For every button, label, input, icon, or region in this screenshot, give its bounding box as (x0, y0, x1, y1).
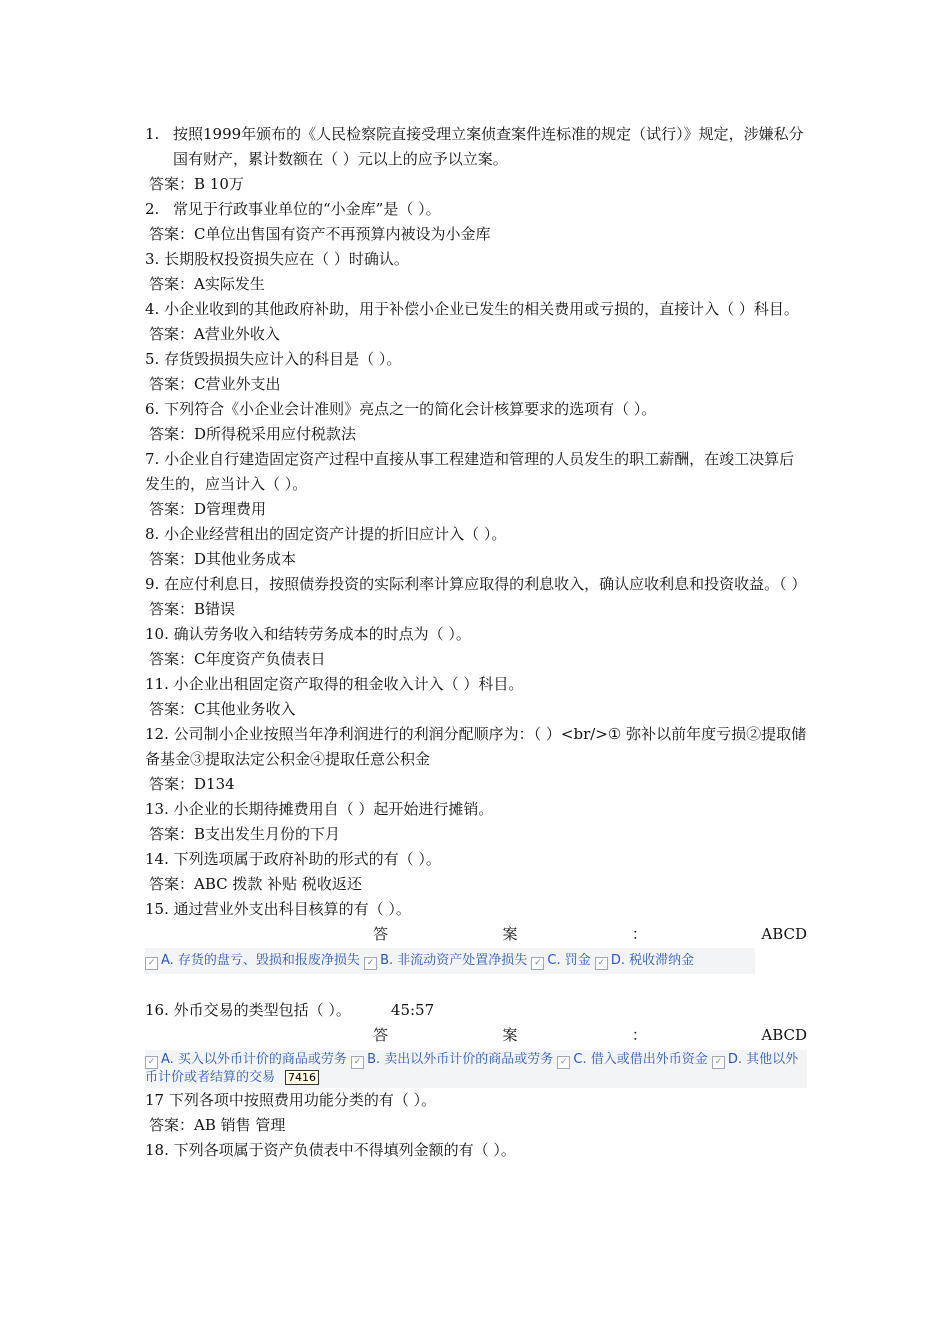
answer-15-colon: ： (631, 925, 647, 943)
question-7: 7. 小企业自行建造固定资产过程中直接从事工程建造和管理的人员发生的职工薪酬，在竣工决算后发生的，应当计入（ ）。 (145, 450, 795, 493)
answer-2: 答案：C单位出售国有资产不再预算内被设为小金库 (149, 225, 491, 243)
answer-8: 答案：D其他业务成本 (149, 550, 297, 568)
answer-10: 答案：C年度资产负债表日 (149, 650, 326, 668)
checkbox-a-icon[interactable]: ✓ (145, 957, 158, 970)
answer-16-value: ABCD (761, 1026, 807, 1044)
option-c: C. 罚金 (547, 953, 591, 968)
question-13: 13. 小企业的长期待摊费用自（ ）起开始进行摊销。 (145, 800, 494, 818)
answer-3: 答案：A实际发生 (149, 275, 265, 293)
option-a: A. 买入以外币计价的商品或劳务 (161, 1052, 347, 1067)
answer-16-label-1: 答 (373, 1026, 389, 1044)
answer-4: 答案：A营业外收入 (149, 325, 280, 343)
question-2-number: 2. (145, 200, 160, 218)
question-16-time: 45:57 (390, 1001, 435, 1019)
question-14: 14. 下列选项属于政府补助的形式的有（ ）。 (145, 850, 441, 868)
question-15: 15. 通过营业外支出科目核算的有（ ）。 (145, 900, 411, 918)
answer-15-value: ABCD (761, 925, 807, 943)
answer-17: 答案：AB 销售 管理 (149, 1116, 286, 1134)
spacer (145, 974, 807, 998)
question-8: 8. 小企业经营租出的固定资产计提的折旧应计入（ ）。 (145, 525, 507, 543)
answer-6: 答案：D所得税采用应付税款法 (149, 425, 357, 443)
answer-14: 答案：ABC 拨款 补贴 税收返还 (149, 875, 362, 893)
question-6: 6. 下列符合《小企业会计准则》亮点之一的简化会计核算要求的选项有（ ）。 (145, 400, 657, 418)
question-5: 5. 存货毁损损失应计入的科目是（ ）。 (145, 350, 402, 368)
question-2 (145, 197, 807, 222)
answer-5: 答案：C营业外支出 (149, 375, 281, 393)
question-1 (145, 122, 807, 172)
checkbox-b-icon[interactable]: ✓ (364, 957, 377, 970)
option-a: A. 存货的盘亏、毁损和报废净损失 (161, 953, 360, 968)
checkbox-d-icon[interactable]: ✓ (712, 1056, 725, 1069)
question-15-options-screenshot (145, 948, 755, 974)
checkbox-c-icon[interactable]: ✓ (557, 1056, 570, 1069)
option-b: B. 卖出以外币计价的商品或劳务 (367, 1052, 554, 1067)
answer-15 (145, 922, 807, 947)
answer-13: 答案：B支出发生月份的下月 (149, 825, 341, 843)
answer-9: 答案：B错误 (149, 600, 236, 618)
question-2-text: 常见于行政事业单位的“小金库”是（ ）。 (173, 200, 441, 218)
question-12: 12. 公司制小企业按照当年净利润进行的利润分配顺序为：（ ）<br/>① 弥补以前年度亏损②提取储备基金③提取法定公积金④提取任意公积金 (145, 725, 807, 768)
question-4: 4. 小企业收到的其他政府补助，用于补偿小企业已发生的相关费用或亏损的，直接计入（ ）科目。 (145, 300, 799, 318)
question-16 (145, 998, 807, 1023)
option-b: B. 非流动资产处置净损失 (380, 953, 528, 968)
question-9: 9. 在应付利息日，按照债券投资的实际利率计算应取得的利息收入，确认应收利息和投资收益。（ ） (145, 575, 807, 593)
question-17: 17 下列各项中按照费用功能分类的有（ ）。 (145, 1091, 437, 1109)
tooltip-number: 7416 (285, 1070, 319, 1085)
option-d: D. 其他以外币计价或者结算的交易 (145, 1052, 799, 1085)
document-body (145, 122, 807, 1163)
answer-15-label-1: 答 (373, 925, 389, 943)
checkbox-d-icon[interactable]: ✓ (595, 957, 608, 970)
question-16-text: 16. 外币交易的类型包括（ ）。 (145, 1001, 351, 1019)
checkbox-a-icon[interactable]: ✓ (145, 1056, 158, 1069)
question-18: 18. 下列各项属于资产负债表中不得填列金额的有（ ）。 (145, 1141, 516, 1159)
question-1-number: 1. (145, 125, 160, 143)
answer-16-label-2: 案 (502, 1026, 518, 1044)
answer-1: 答案：B 10万 (149, 175, 244, 193)
question-1-text: 按照1999年颁布的《人民检察院直接受理立案侦查案件连标准的规定（试行）》规定，涉嫌私分国有财产，累计数额在（ ）元以上的应予以立案。 (173, 125, 804, 168)
answer-15-label-2: 案 (502, 925, 518, 943)
option-c: C. 借入或借出外币资金 (573, 1052, 708, 1067)
answer-7: 答案：D管理费用 (149, 500, 267, 518)
option-d: D. 税收滞纳金 (610, 953, 695, 968)
answer-11: 答案：C其他业务收入 (149, 700, 296, 718)
question-11: 11. 小企业出租固定资产取得的租金收入计入（ ）科目。 (145, 675, 524, 693)
answer-12: 答案：D134 (149, 775, 235, 793)
checkbox-c-icon[interactable]: ✓ (531, 957, 544, 970)
checkbox-b-icon[interactable]: ✓ (351, 1056, 364, 1069)
question-16-options-screenshot (145, 1050, 807, 1088)
answer-16 (145, 1023, 807, 1048)
answer-16-colon: ： (631, 1026, 647, 1044)
question-10: 10. 确认劳务收入和结转劳务成本的时点为（ ）。 (145, 625, 471, 643)
question-3: 3. 长期股权投资损失应在（ ）时确认。 (145, 250, 409, 268)
